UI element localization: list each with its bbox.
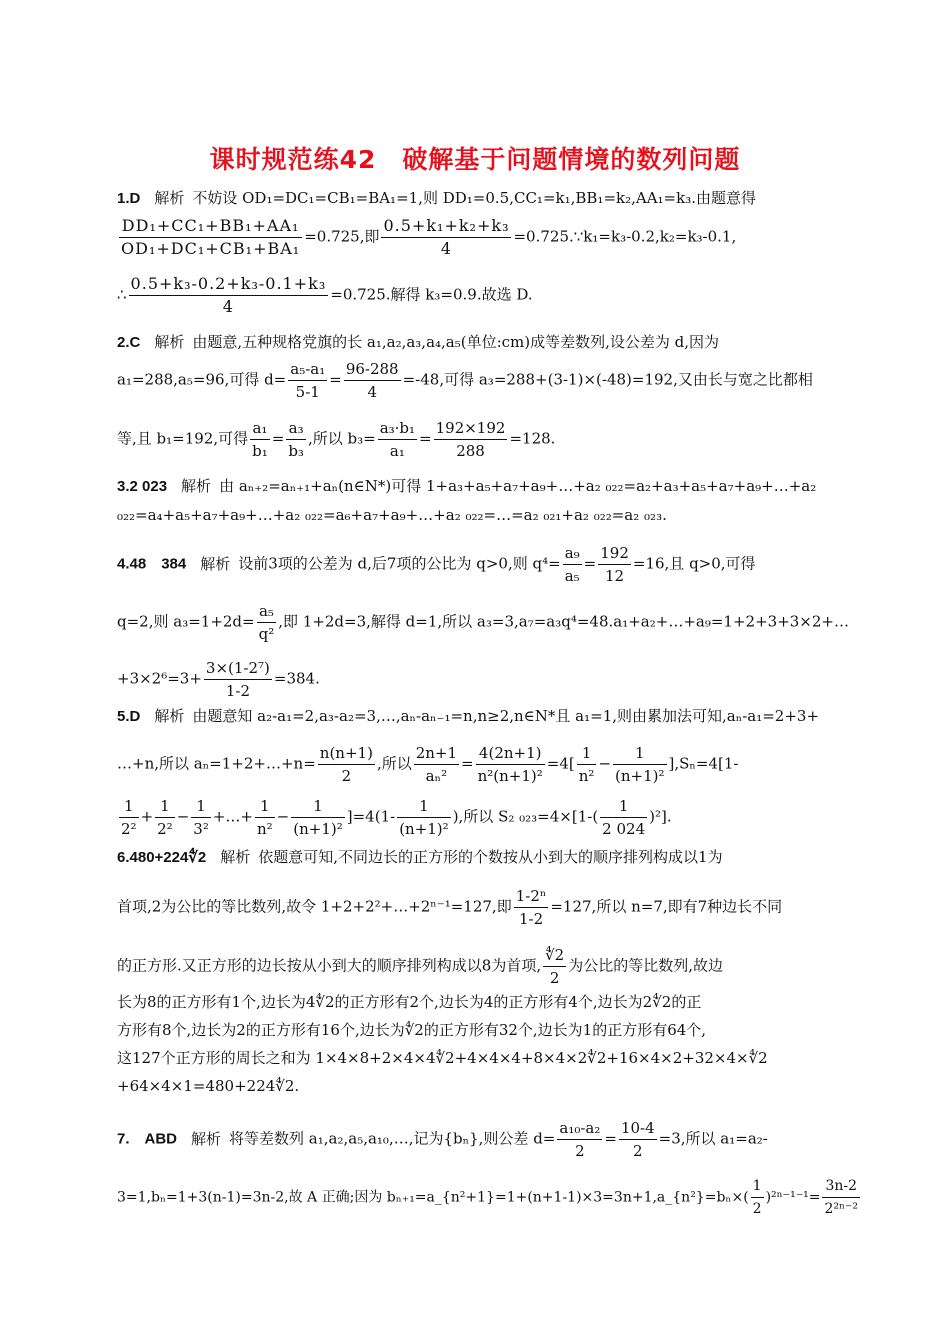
text: =-48,可得 a₃=288+(3-1)×(-48)=192,又由长与宽之比都相	[402, 370, 813, 389]
fraction	[434, 417, 508, 462]
fraction-numerator: 1	[255, 795, 275, 818]
fraction-numerator: 1	[291, 795, 345, 818]
analysis-label: 解析	[154, 189, 185, 207]
fraction-numerator: 1-2ⁿ	[514, 885, 549, 908]
fraction-denominator: 2²	[121, 820, 137, 838]
answer-label: 6.480+224∜2	[117, 849, 207, 866]
fraction-denominator: 4	[440, 239, 453, 258]
fraction	[476, 742, 545, 787]
fraction-numerator: a₃	[286, 417, 306, 440]
fraction	[191, 795, 211, 840]
fraction	[381, 215, 511, 260]
text: 为公比的等比数列,故边	[568, 956, 723, 975]
fraction-numerator: a₃·b₁	[378, 417, 417, 440]
fraction-denominator: b₁	[252, 442, 268, 460]
fraction	[619, 1117, 657, 1162]
analysis-label: 解析	[181, 477, 212, 495]
text: −	[598, 754, 612, 773]
text: q=2,则 a₃=1+2d=	[117, 612, 255, 631]
text: +3×2⁶=3+	[117, 669, 202, 688]
text: 依题意可知,不同边长的正方形的个数按从小到大的顺序排列构成以1为	[258, 848, 723, 866]
fraction-numerator: n(n+1)	[318, 742, 375, 765]
fraction	[288, 358, 327, 403]
text: …+n,所以 aₙ=1+2+…+n=	[117, 754, 316, 773]
text: 这127个正方形的周长之和为 1×4×8+2×4×4∜2+4×4×4+8×4×2∜2+16×4×2+32×4×∜2	[117, 1049, 768, 1067]
fraction-denominator: n²(n+1)²	[477, 767, 543, 785]
text: ),所以 S₂ ₀₂₃=4×[1-(	[452, 807, 599, 826]
fraction	[291, 795, 345, 840]
answer-1-line-1	[117, 187, 833, 210]
fraction	[204, 657, 272, 702]
fraction-denominator: (n+1)²	[399, 820, 449, 838]
fraction-denominator: 1-2	[518, 910, 544, 928]
fraction-numerator: ∜2	[543, 944, 566, 967]
answer-5-line-1	[117, 705, 833, 728]
fraction-numerator: 192×192	[434, 417, 508, 440]
fraction-numerator: a₅-a₁	[288, 358, 327, 381]
text: 3=1,bₙ=1+3(n-1)=3n-2,故 A 正确;因为 bₙ₊₁=a_{n²+1}=1+(n+1-1)×3=3n+1,a_{n²}=bₙ×(	[117, 1189, 749, 1206]
answer-4-line-1	[117, 542, 833, 587]
fraction-numerator: 1	[119, 795, 139, 818]
fraction-denominator: OD₁+DC₁+CB₁+BA₁	[121, 239, 301, 258]
text: =16,且 q>0,可得	[632, 554, 756, 573]
text: )²ⁿ⁻¹⁻¹=	[765, 1189, 821, 1206]
fraction-numerator: a₉	[563, 542, 582, 565]
text: 不妨设 OD₁=DC₁=CB₁=BA₁=1,则 DD₁=0.5,CC₁=k₁,BB₁=k₂,AA₁=k₃.由题意得	[192, 189, 756, 207]
answer-7-line-1	[117, 1117, 833, 1162]
text: +	[140, 807, 154, 826]
text: 长为8的正方形有1个,边长为4∜2的正方形有2个,边长为4的正方形有4个,边长为2∜2的正	[117, 993, 702, 1011]
fraction	[751, 1175, 764, 1220]
text: =128.	[509, 429, 556, 448]
answer-label: 2.C	[117, 334, 141, 351]
fraction-denominator: 5-1	[295, 383, 320, 401]
fraction	[563, 542, 582, 587]
answer-6-line-4	[117, 991, 833, 1013]
fraction	[257, 600, 277, 645]
analysis-label: 解析	[191, 1129, 222, 1148]
text: =384.	[273, 669, 320, 688]
answer-label: 1.D	[117, 190, 141, 207]
answer-label: 7. ABD	[117, 1130, 178, 1148]
fraction-denominator: (n+1)²	[293, 820, 343, 838]
fraction-denominator: 2²	[157, 820, 173, 838]
answer-label: 3.2 023	[117, 478, 168, 495]
fraction-numerator: 0.5+k₃-0.2+k₃-0.1+k₃	[129, 273, 329, 296]
fraction-numerator: 1	[600, 795, 647, 818]
text: =	[329, 370, 342, 389]
fraction-denominator: 12	[605, 567, 625, 585]
fraction	[600, 795, 647, 840]
answer-label: 4.48 384	[117, 555, 187, 573]
text: 设前3项的公差为 d,后7项的公比为 q>0,则 q⁴=	[238, 554, 561, 573]
fraction-denominator: aₙ²	[425, 767, 448, 785]
fraction-numerator: 1	[155, 795, 175, 818]
fraction-denominator: 2	[575, 1142, 585, 1160]
page-title: 课时规范练42 破解基于问题情境的数列问题	[209, 145, 741, 174]
answer-4-line-3	[117, 657, 833, 702]
text: 由题意,五种规格党旗的长 a₁,a₂,a₃,a₄,a₅(单位:cm)成等差数列,设公差为 d,因为	[192, 333, 720, 351]
fraction	[378, 417, 417, 462]
fraction	[344, 358, 401, 403]
fraction-numerator: a₁₀-a₂	[557, 1117, 602, 1140]
text: =0.725.∵k₁=k₃-0.2,k₂=k₃-0.1,	[513, 227, 737, 246]
text: =	[604, 1129, 617, 1148]
answer-6-line-7	[117, 1075, 833, 1097]
fraction-numerator: 3n-2	[822, 1175, 860, 1198]
analysis-label: 解析	[154, 707, 185, 725]
text: ,所以	[376, 754, 412, 773]
fraction-denominator: 2	[341, 767, 352, 785]
answer-2-line-1	[117, 331, 833, 354]
fraction	[414, 742, 459, 787]
answer-2-line-3	[117, 417, 833, 462]
answer-4-line-2	[117, 600, 849, 645]
text: =	[583, 554, 597, 573]
fraction-denominator: 4	[222, 297, 234, 316]
answer-6-line-1	[117, 846, 833, 869]
fraction	[613, 742, 667, 787]
text: =	[419, 429, 432, 448]
fraction-denominator: 2	[549, 969, 560, 987]
fraction	[318, 742, 375, 787]
text: 由题意知 a₂-a₁=2,a₃-a₂=3,…,aₙ-aₙ₋₁=n,n≥2,n∈N*且 a₁=1,则由累加法可知,aₙ-a₁=2+3+	[192, 707, 820, 725]
fraction-numerator: a₁	[250, 417, 270, 440]
answer-5-line-2	[117, 742, 833, 787]
text: 方形有8个,边长为2的正方形有16个,边长为∜2的正方形有32个,边长为1的正方形有64个,	[117, 1021, 707, 1039]
text: =0.725,即	[304, 227, 380, 246]
fraction-numerator: DD₁+CC₁+BB₁+AA₁	[119, 215, 302, 238]
fraction-denominator: 3²	[193, 820, 209, 838]
fraction-numerator: a₅	[257, 600, 277, 623]
fraction-numerator: 1	[577, 742, 597, 765]
fraction-denominator: n²	[256, 820, 273, 838]
answer-label: 5.D	[117, 708, 141, 725]
fraction-numerator: 0.5+k₁+k₂+k₃	[381, 215, 511, 238]
fraction-denominator: 2²ⁿ⁻²	[824, 1201, 859, 1217]
fraction-denominator: a₁	[389, 442, 405, 460]
fraction	[397, 795, 451, 840]
text: =3,所以 a₁=a₂-	[658, 1129, 768, 1148]
analysis-label: 解析	[154, 333, 185, 351]
fraction-denominator: (n+1)²	[615, 767, 665, 785]
fraction	[119, 795, 139, 840]
answer-3-line-2	[117, 504, 833, 526]
text: )²].	[649, 807, 672, 826]
text: 将等差数列 a₁,a₂,a₅,a₁₀,…,记为{bₙ},则公差 d=	[229, 1129, 556, 1148]
fraction-numerator: 1	[613, 742, 667, 765]
answer-5-line-3	[117, 795, 833, 840]
fraction	[129, 273, 329, 318]
text: =0.725.解得 k₃=0.9.故选 D.	[330, 285, 533, 304]
fraction-numerator: 96-288	[344, 358, 401, 381]
fraction	[155, 795, 175, 840]
fraction	[514, 885, 549, 930]
answer-1-line-2	[117, 215, 833, 260]
fraction-denominator: a₅	[564, 567, 580, 585]
fraction-numerator: 1	[397, 795, 451, 818]
analysis-label: 解析	[200, 554, 231, 573]
fraction-denominator: b₃	[288, 442, 304, 460]
answer-3-line-1	[117, 475, 833, 498]
text: ∴	[117, 285, 127, 304]
text: a₁=288,a₅=96,可得 d=	[117, 370, 287, 389]
fraction-denominator: 2	[633, 1142, 643, 1160]
text: ],Sₙ=4[1-	[668, 754, 739, 773]
answer-7-line-2	[117, 1175, 859, 1220]
answer-6-line-3	[117, 944, 833, 989]
fraction-numerator: 1	[751, 1175, 764, 1198]
fraction-denominator: q²	[258, 625, 275, 643]
text: 的正方形.又正方形的边长按从小到大的顺序排列构成以8为首项,	[117, 956, 542, 975]
fraction-denominator: 1-2	[225, 682, 250, 700]
fraction	[119, 215, 302, 260]
fraction-denominator: n²	[578, 767, 595, 785]
text: −	[176, 807, 190, 826]
answer-6-line-5	[117, 1019, 833, 1041]
answer-1-line-3	[117, 273, 833, 318]
text: −	[276, 807, 290, 826]
text: =	[461, 754, 474, 773]
text: +64×4×1=480+224∜2.	[117, 1077, 300, 1095]
fraction	[250, 417, 270, 462]
text: +…+	[212, 807, 253, 826]
text: ]=4(1-	[346, 807, 396, 826]
text: =127,所以 n=7,即有7种边长不同	[550, 897, 783, 916]
text: =4[	[546, 754, 575, 773]
fraction-denominator: 2	[752, 1201, 762, 1217]
fraction	[822, 1175, 860, 1220]
text: 由 aₙ₊₂=aₙ₊₁+aₙ(n∈N*)可得 1+a₃+a₅+a₇+a₉+…+a₂ ₀₂₂=a₂+a₃+a₅+a₇+a₉+…+a₂	[219, 477, 817, 495]
fraction-numerator: 4(2n+1)	[476, 742, 545, 765]
fraction-numerator: 2n+1	[414, 742, 459, 765]
fraction-numerator: 3×(1-2⁷)	[204, 657, 272, 680]
fraction	[598, 542, 631, 587]
text: 首项,2为公比的等比数列,故令 1+2+2²+…+2ⁿ⁻¹=127,即	[117, 897, 512, 916]
answer-6-line-6	[117, 1047, 833, 1069]
text: ,所以 b₃=	[307, 429, 376, 448]
text: ,即 1+2d=3,解得 d=1,所以 a₃=3,a₇=a₃q⁴=48.a₁+a₂+…+a₉=1+2+3+3×2+…	[278, 612, 849, 631]
text: 等,且 b₁=192,可得	[117, 429, 249, 448]
fraction-numerator: 1	[191, 795, 211, 818]
text: ₀₂₂=a₄+a₅+a₇+a₉+…+a₂ ₀₂₂=a₆+a₇+a₉+…+a₂ ₀₂₂=…=a₂ ₀₂₁+a₂ ₀₂₂=a₂ ₀₂₃.	[117, 506, 667, 524]
fraction-numerator: 10-4	[619, 1117, 657, 1140]
answer-6-line-2	[117, 885, 833, 930]
fraction	[557, 1117, 602, 1162]
fraction	[286, 417, 306, 462]
fraction	[577, 742, 597, 787]
fraction	[543, 944, 566, 989]
fraction-numerator: 192	[598, 542, 631, 565]
text: =	[271, 429, 285, 448]
fraction	[255, 795, 275, 840]
answer-2-line-2	[117, 358, 833, 403]
fraction-denominator: 2 024	[602, 820, 646, 838]
fraction-denominator: 4	[367, 383, 377, 401]
fraction-denominator: 288	[456, 442, 485, 460]
analysis-label: 解析	[220, 848, 251, 866]
